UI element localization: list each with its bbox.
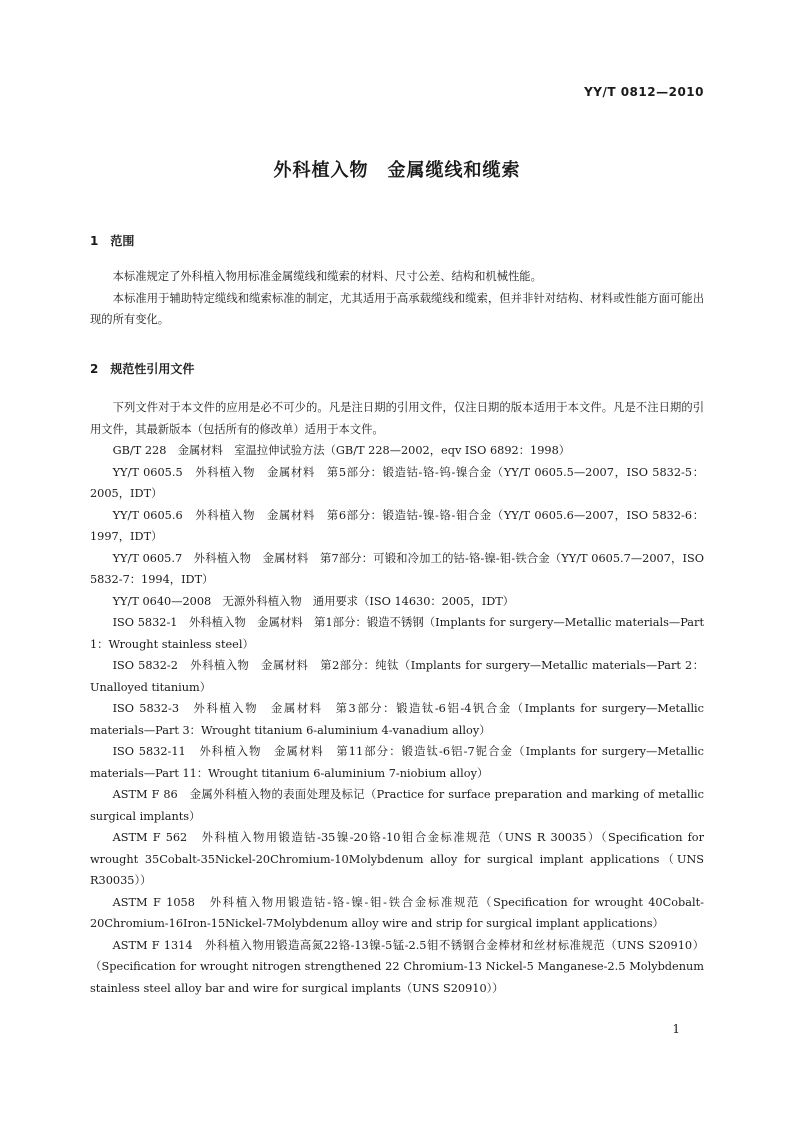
reference-item: ISO 5832-3 外科植入物 金属材料 第3部分：锻造钛-6铝-4钒合金（Implants for surgery—Metallic materials—Part 3：Wrought titanium 6-aluminium 4-vanadium alloy） xyxy=(90,702,704,737)
reference-item: YY/T 0640—2008 无源外科植入物 通用要求（ISO 14630：2005，IDT） xyxy=(112,594,515,608)
document-title: 外科植入物 金属缆线和缆索 xyxy=(273,160,521,181)
page-number: 1 xyxy=(672,1022,680,1036)
reference-item: YY/T 0605.6 外科植入物 金属材料 第6部分：锻造钴-镍-铬-钼合金（YY/T 0605.6—2007，ISO 5832-6：1997，IDT） xyxy=(90,508,704,543)
section-2-body xyxy=(90,397,704,999)
section-2-heading: 2 规范性引用文件 xyxy=(90,362,195,376)
reference-item: YY/T 0605.5 外科植入物 金属材料 第5部分：锻造钴-铬-钨-镍合金（YY/T 0605.5—2007，ISO 5832-5：2005，IDT） xyxy=(90,465,704,500)
paragraph: 本标准用于辅助特定缆线和缆索标准的制定，尤其适用于高承载缆线和缆索，但并非针对结构、材料或性能方面可能出现的所有变化。 xyxy=(90,291,704,326)
paragraph: 本标准规定了外科植入物用标准金属缆线和缆索的材料、尺寸公差、结构和机械性能。 xyxy=(112,270,542,283)
section-1-heading: 1 范围 xyxy=(90,234,135,248)
reference-item: ISO 5832-1 外科植入物 金属材料 第1部分：锻造不锈钢（Implants for surgery—Metallic materials—Part 1：Wrought stainless steel） xyxy=(90,616,704,651)
reference-item: ISO 5832-2 外科植入物 金属材料 第2部分：纯钛（Implants for surgery—Metallic materials—Part 2：Unalloyed titanium） xyxy=(90,659,704,694)
section-1-body xyxy=(90,266,704,331)
reference-item: ASTM F 1314 外科植入物用锻造高氮22铬-13镍-5锰-2.5钼不锈钢合金棒材和丝材标准规范（UNS S20910）（Specification for wrought nitrogen strengthened 22 Chromium-13 Nickel-5 Manganese-2.5 Molybdenum stainless steel alloy bar and wire for surgical implants（UNS S20910）） xyxy=(90,938,704,995)
reference-item: ASTM F 562 外科植入物用锻造钴-35镍-20铬-10钼合金标准规范（UNS R 30035）（Specification for wrought 35Cobalt-35Nickel-20Chromium-10Molybdenum alloy for surgical implant applications（UNS R30035）） xyxy=(90,831,704,887)
standard-code: YY/T 0812—2010 xyxy=(584,85,704,99)
paragraph-intro: 下列文件对于本文件的应用是必不可少的。凡是注日期的引用文件，仅注日期的版本适用于本文件。凡是不注日期的引用文件，其最新版本（包括所有的修改单）适用于本文件。 xyxy=(90,401,704,436)
reference-item: GB/T 228 金属材料 室温拉伸试验方法（GB/T 228—2002，eqv ISO 6892：1998） xyxy=(112,444,571,457)
reference-item: ISO 5832-11 外科植入物 金属材料 第11部分：锻造钛-6铝-7铌合金（Implants for surgery—Metallic materials—Part 11：Wrought titanium 6-aluminium 7-niobium alloy） xyxy=(90,745,704,780)
reference-item: ASTM F 86 金属外科植入物的表面处理及标记（Practice for surface preparation and marking of metallic surgical implants） xyxy=(90,788,704,823)
reference-item: YY/T 0605.7 外科植入物 金属材料 第7部分：可锻和冷加工的钴-铬-镍-钼-铁合金（YY/T 0605.7—2007，ISO 5832-7：1994，IDT） xyxy=(90,551,704,586)
reference-item: ASTM F 1058 外科植入物用锻造钴-铬-镍-钼-铁合金标准规范（Specification for wrought 40Cobalt-20Chromium-16Iron-15Nickel-7Molybdenum alloy wire and strip for surgical implant applications） xyxy=(90,895,704,930)
